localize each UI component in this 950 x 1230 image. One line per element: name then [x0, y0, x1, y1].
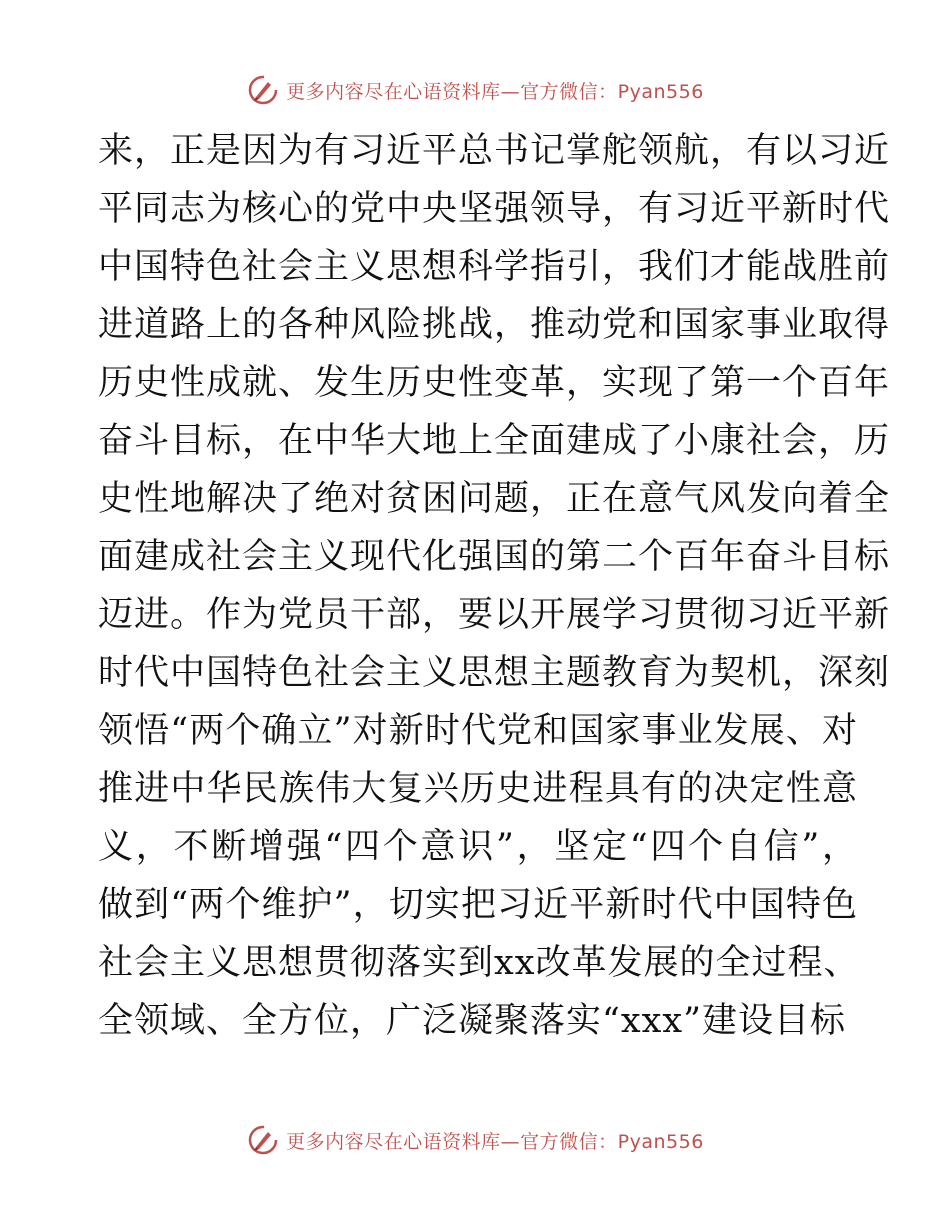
text-line: 面建成社会主义现代化强国的第二个百年奋斗目标 — [98, 537, 891, 577]
pen-quill-logo-icon — [246, 73, 280, 107]
text-line: 义，不断增强“四个意识”，坚定“四个自信”， — [98, 827, 858, 867]
pen-quill-logo-icon — [246, 1123, 280, 1157]
body-text — [98, 122, 891, 1050]
header-banner-text: 更多内容尽在心语资料库—官方微信：Pyan556 — [286, 80, 704, 103]
header-banner — [0, 70, 950, 110]
text-line: 平同志为核心的党中央坚强领导，有习近平新时代 — [98, 189, 891, 229]
text-line: 全领域、全方位，广泛凝聚落实“xxx”建设目标 — [98, 1001, 847, 1041]
text-line: 社会主义思想贯彻落实到xx改革发展的全过程、 — [98, 943, 860, 983]
text-line: 中国特色社会主义思想科学指引，我们才能战胜前 — [98, 247, 891, 287]
footer-banner-text: 更多内容尽在心语资料库—官方微信：Pyan556 — [286, 1130, 704, 1153]
text-line: 历史性成就、发生历史性变革，实现了第一个百年 — [98, 363, 891, 403]
text-line: 史性地解决了绝对贫困问题，正在意气风发向着全 — [98, 479, 891, 519]
text-line: 做到“两个维护”，切实把习近平新时代中国特色 — [98, 885, 858, 925]
text-line: 时代中国特色社会主义思想主题教育为契机，深刻 — [98, 653, 891, 693]
text-line: 领悟“两个确立”对新时代党和国家事业发展、对 — [98, 711, 858, 751]
text-line: 进道路上的各种风险挑战，推动党和国家事业取得 — [98, 305, 891, 345]
text-line: 推进中华民族伟大复兴历史进程具有的决定性意 — [98, 769, 858, 809]
text-line: 迈进。作为党员干部，要以开展学习贯彻习近平新 — [98, 595, 891, 635]
text-line: 奋斗目标，在中华大地上全面建成了小康社会，历 — [98, 421, 891, 461]
footer-banner — [0, 1120, 950, 1160]
text-line: 来，正是因为有习近平总书记掌舵领航，有以习近 — [98, 131, 891, 171]
